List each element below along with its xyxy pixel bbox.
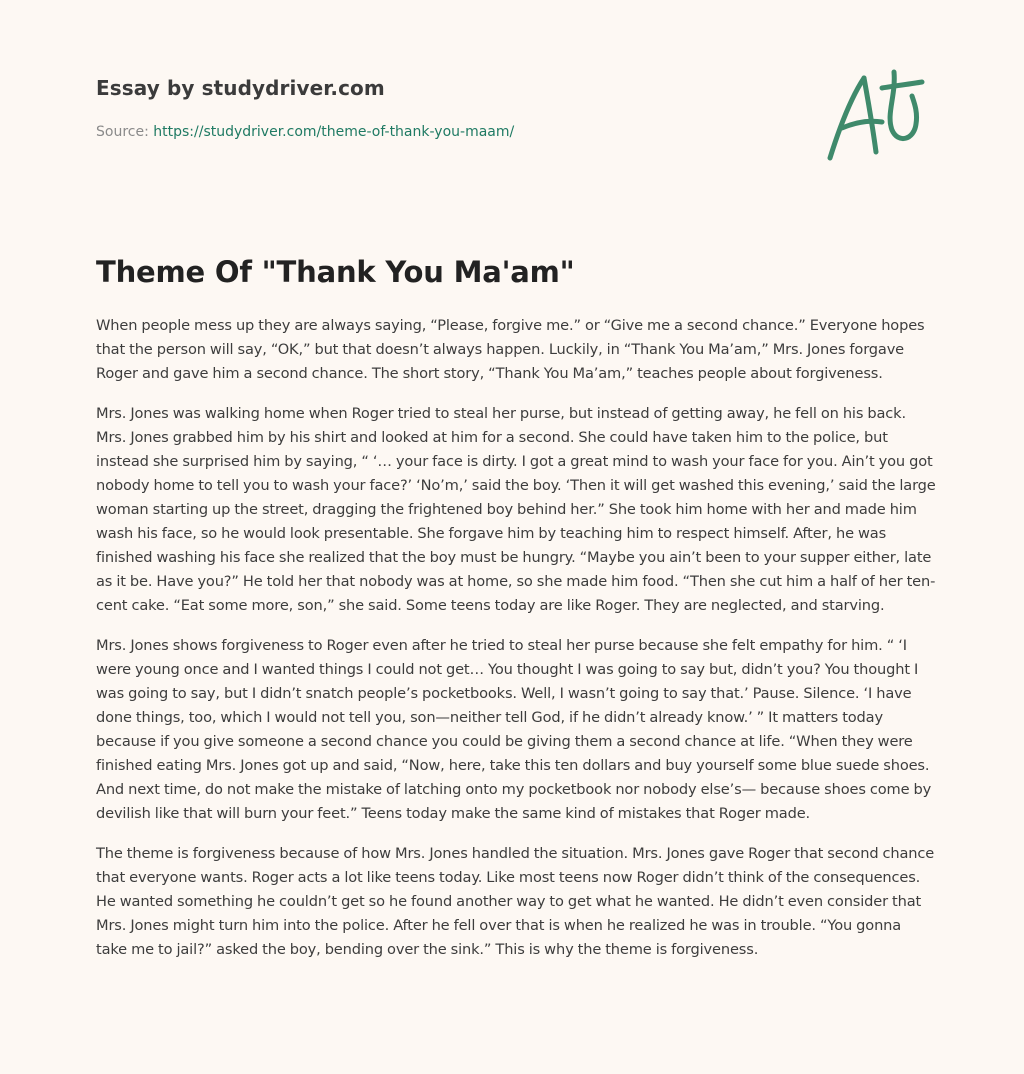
- source-link[interactable]: https://studydriver.com/theme-of-thank-you-maam/: [153, 124, 515, 140]
- essay-body: [96, 314, 936, 978]
- source-label: Source:: [96, 124, 149, 140]
- essay-paragraph: The theme is forgiveness because of how Mrs. Jones handled the situation. Mrs. Jones gave Roger that second chance that everyone wants. Roger acts a lot like teens today. Like most teens now Roger didn’t think of the consequences. He wanted something he couldn’t get so he found another way to get what he wanted. He didn’t even consider that Mrs. Jones might turn him into the police. After he fell over that is when he realized he was in trouble. “You gonna take me to jail?” asked the boy, bending over the sink.” This is why the theme is forgiveness.: [96, 845, 935, 958]
- essay-title: Theme Of "Thank You Ma'am": [96, 255, 575, 289]
- source-line: [96, 124, 514, 140]
- a-plus-grade-logo-icon: [822, 66, 928, 166]
- essay-paragraph: Mrs. Jones shows forgiveness to Roger even after he tried to steal her purse because she felt empathy for him. “ ‘I were young once and I wanted things I could not get… You thought I was going to say but, didn’t you? You thought I was going to say, but I didn’t snatch people’s pocketbooks. Well, I wasn’t going to say that.’ Pause. Silence. ‘I have done things, too, which I would not tell you, son—neither tell God, if he didn’t already know.’ ” It matters today because if you give someone a second chance you could be giving them a second chance at life. “When they were finished eating Mrs. Jones got up and said, “Now, here, take this ten dollars and buy yourself some blue suede shoes. And next time, do not make the mistake of latching onto my pocketbook nor nobody else’s— because shoes come by devilish like that will burn your feet.” Teens today make the same kind of mistakes that Roger made.: [96, 637, 932, 822]
- essay-paragraph: Mrs. Jones was walking home when Roger tried to steal her purse, but instead of getting away, he fell on his back. Mrs. Jones grabbed him by his shirt and looked at him for a second. She could have taken him to the police, but instead she surprised him by saying, “ ‘… your face is dirty. I got a great mind to wash your face for you. Ain’t you got nobody home to tell you to wash your face?’ ‘No’m,’ said the boy. ‘Then it will get washed this evening,’ said the large woman starting up the street, dragging the frightened boy behind her.” She took him home with her and made him wash his face, so he would look presentable. She forgave him by teaching him to respect himself. After, he was finished washing his face she realized that the boy must be hungry. “Maybe you ain’t been to your supper either, late as it be. Have you?” He told her that nobody was at home, so she made him food. “Then she cut him a half of her ten-cent cake. “Eat some more, son,” she said. Some teens today are like Roger. They are neglected, and starving.: [96, 405, 936, 614]
- essay-paragraph: When people mess up they are always saying, “Please, forgive me.” or “Give me a second chance.” Everyone hopes that the person will say, “OK,” but that doesn’t always happen. Luckily, in “Thank You Ma’am,” Mrs. Jones forgave Roger and gave him a second chance. The short story, “Thank You Ma’am,” teaches people about forgiveness.: [96, 317, 925, 382]
- site-header-title: Essay by studydriver.com: [96, 76, 385, 100]
